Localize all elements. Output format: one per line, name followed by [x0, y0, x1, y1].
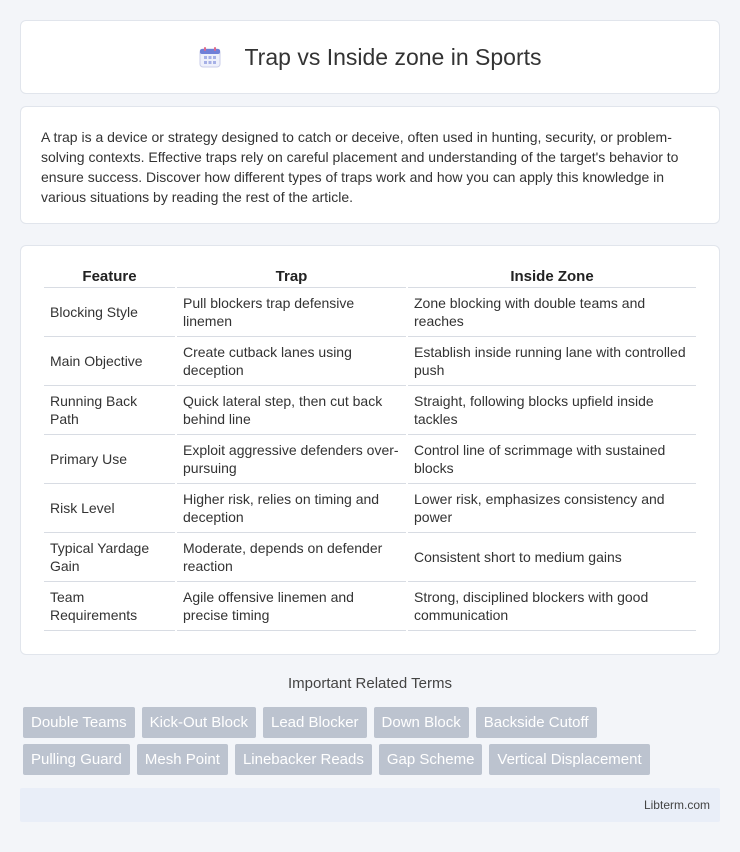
- header-trap: Trap: [177, 264, 406, 288]
- footer-site-link[interactable]: Libterm.com: [643, 798, 710, 812]
- header-feature: Feature: [44, 264, 175, 288]
- footer: [20, 788, 720, 822]
- table-row: [44, 582, 696, 631]
- tag-row: [23, 744, 723, 775]
- feature-cell: Primary Use: [44, 435, 175, 484]
- feature-cell: Main Objective: [44, 337, 175, 386]
- inside-zone-cell: Straight, following blocks upfield inside tackles: [408, 386, 696, 435]
- trap-cell: Agile offensive linemen and precise timing: [177, 582, 406, 631]
- tag-pulling-guard[interactable]: Pulling Guard: [23, 744, 130, 775]
- tag-gap-scheme[interactable]: Gap Scheme: [379, 744, 483, 775]
- tag-double-teams[interactable]: Double Teams: [23, 707, 135, 738]
- trap-cell: Quick lateral step, then cut back behind line: [177, 386, 406, 435]
- trap-cell: Moderate, depends on defender reaction: [177, 533, 406, 582]
- page-title: Trap vs Inside zone in Sports: [244, 43, 542, 70]
- title-card: [20, 20, 720, 94]
- intro-card: [20, 106, 720, 224]
- inside-zone-cell: Consistent short to medium gains: [408, 533, 696, 582]
- trap-cell: Exploit aggressive defenders over-pursuing: [177, 435, 406, 484]
- table-row: [44, 435, 696, 484]
- feature-cell: Running Back Path: [44, 386, 175, 435]
- table-header-row: [44, 264, 696, 288]
- tag-backside-cutoff[interactable]: Backside Cutoff: [476, 707, 597, 738]
- tag-linebacker-reads[interactable]: Linebacker Reads: [235, 744, 372, 775]
- calendar-icon: [198, 45, 222, 69]
- table-row: [44, 386, 696, 435]
- tag-mesh-point[interactable]: Mesh Point: [137, 744, 228, 775]
- feature-cell: Typical Yardage Gain: [44, 533, 175, 582]
- feature-cell: Team Requirements: [44, 582, 175, 631]
- inside-zone-cell: Lower risk, emphasizes consistency and power: [408, 484, 696, 533]
- tag-down-block[interactable]: Down Block: [374, 707, 469, 738]
- header-inside-zone: Inside Zone: [408, 264, 696, 288]
- trap-cell: Higher risk, relies on timing and deception: [177, 484, 406, 533]
- tag-kick-out-block[interactable]: Kick-Out Block: [142, 707, 256, 738]
- intro-text: A trap is a device or strategy designed to catch or deceive, often used in hunting, security, or problem-solving contexts. Effective traps rely on careful placement and understanding of the target's behavior to ensure success. Discover how different types of traps work and how you can apply this knowledge in various situations by reading the rest of the article.: [41, 129, 679, 205]
- inside-zone-cell: Zone blocking with double teams and reaches: [408, 288, 696, 337]
- tag-row: [23, 707, 723, 738]
- feature-cell: Risk Level: [44, 484, 175, 533]
- inside-zone-cell: Strong, disciplined blockers with good communication: [408, 582, 696, 631]
- related-terms-title: Important Related Terms: [288, 675, 452, 692]
- feature-cell: Blocking Style: [44, 288, 175, 337]
- related-terms-list: [23, 707, 723, 781]
- tag-vertical-displacement[interactable]: Vertical Displacement: [489, 744, 649, 775]
- table-row: [44, 288, 696, 337]
- table-row: [44, 337, 696, 386]
- tag-lead-blocker[interactable]: Lead Blocker: [263, 707, 367, 738]
- inside-zone-cell: Control line of scrimmage with sustained blocks: [408, 435, 696, 484]
- table-row: [44, 533, 696, 582]
- comparison-card: [20, 245, 720, 655]
- table-row: [44, 484, 696, 533]
- trap-cell: Pull blockers trap defensive linemen: [177, 288, 406, 337]
- trap-cell: Create cutback lanes using deception: [177, 337, 406, 386]
- comparison-table: [42, 264, 698, 631]
- inside-zone-cell: Establish inside running lane with controlled push: [408, 337, 696, 386]
